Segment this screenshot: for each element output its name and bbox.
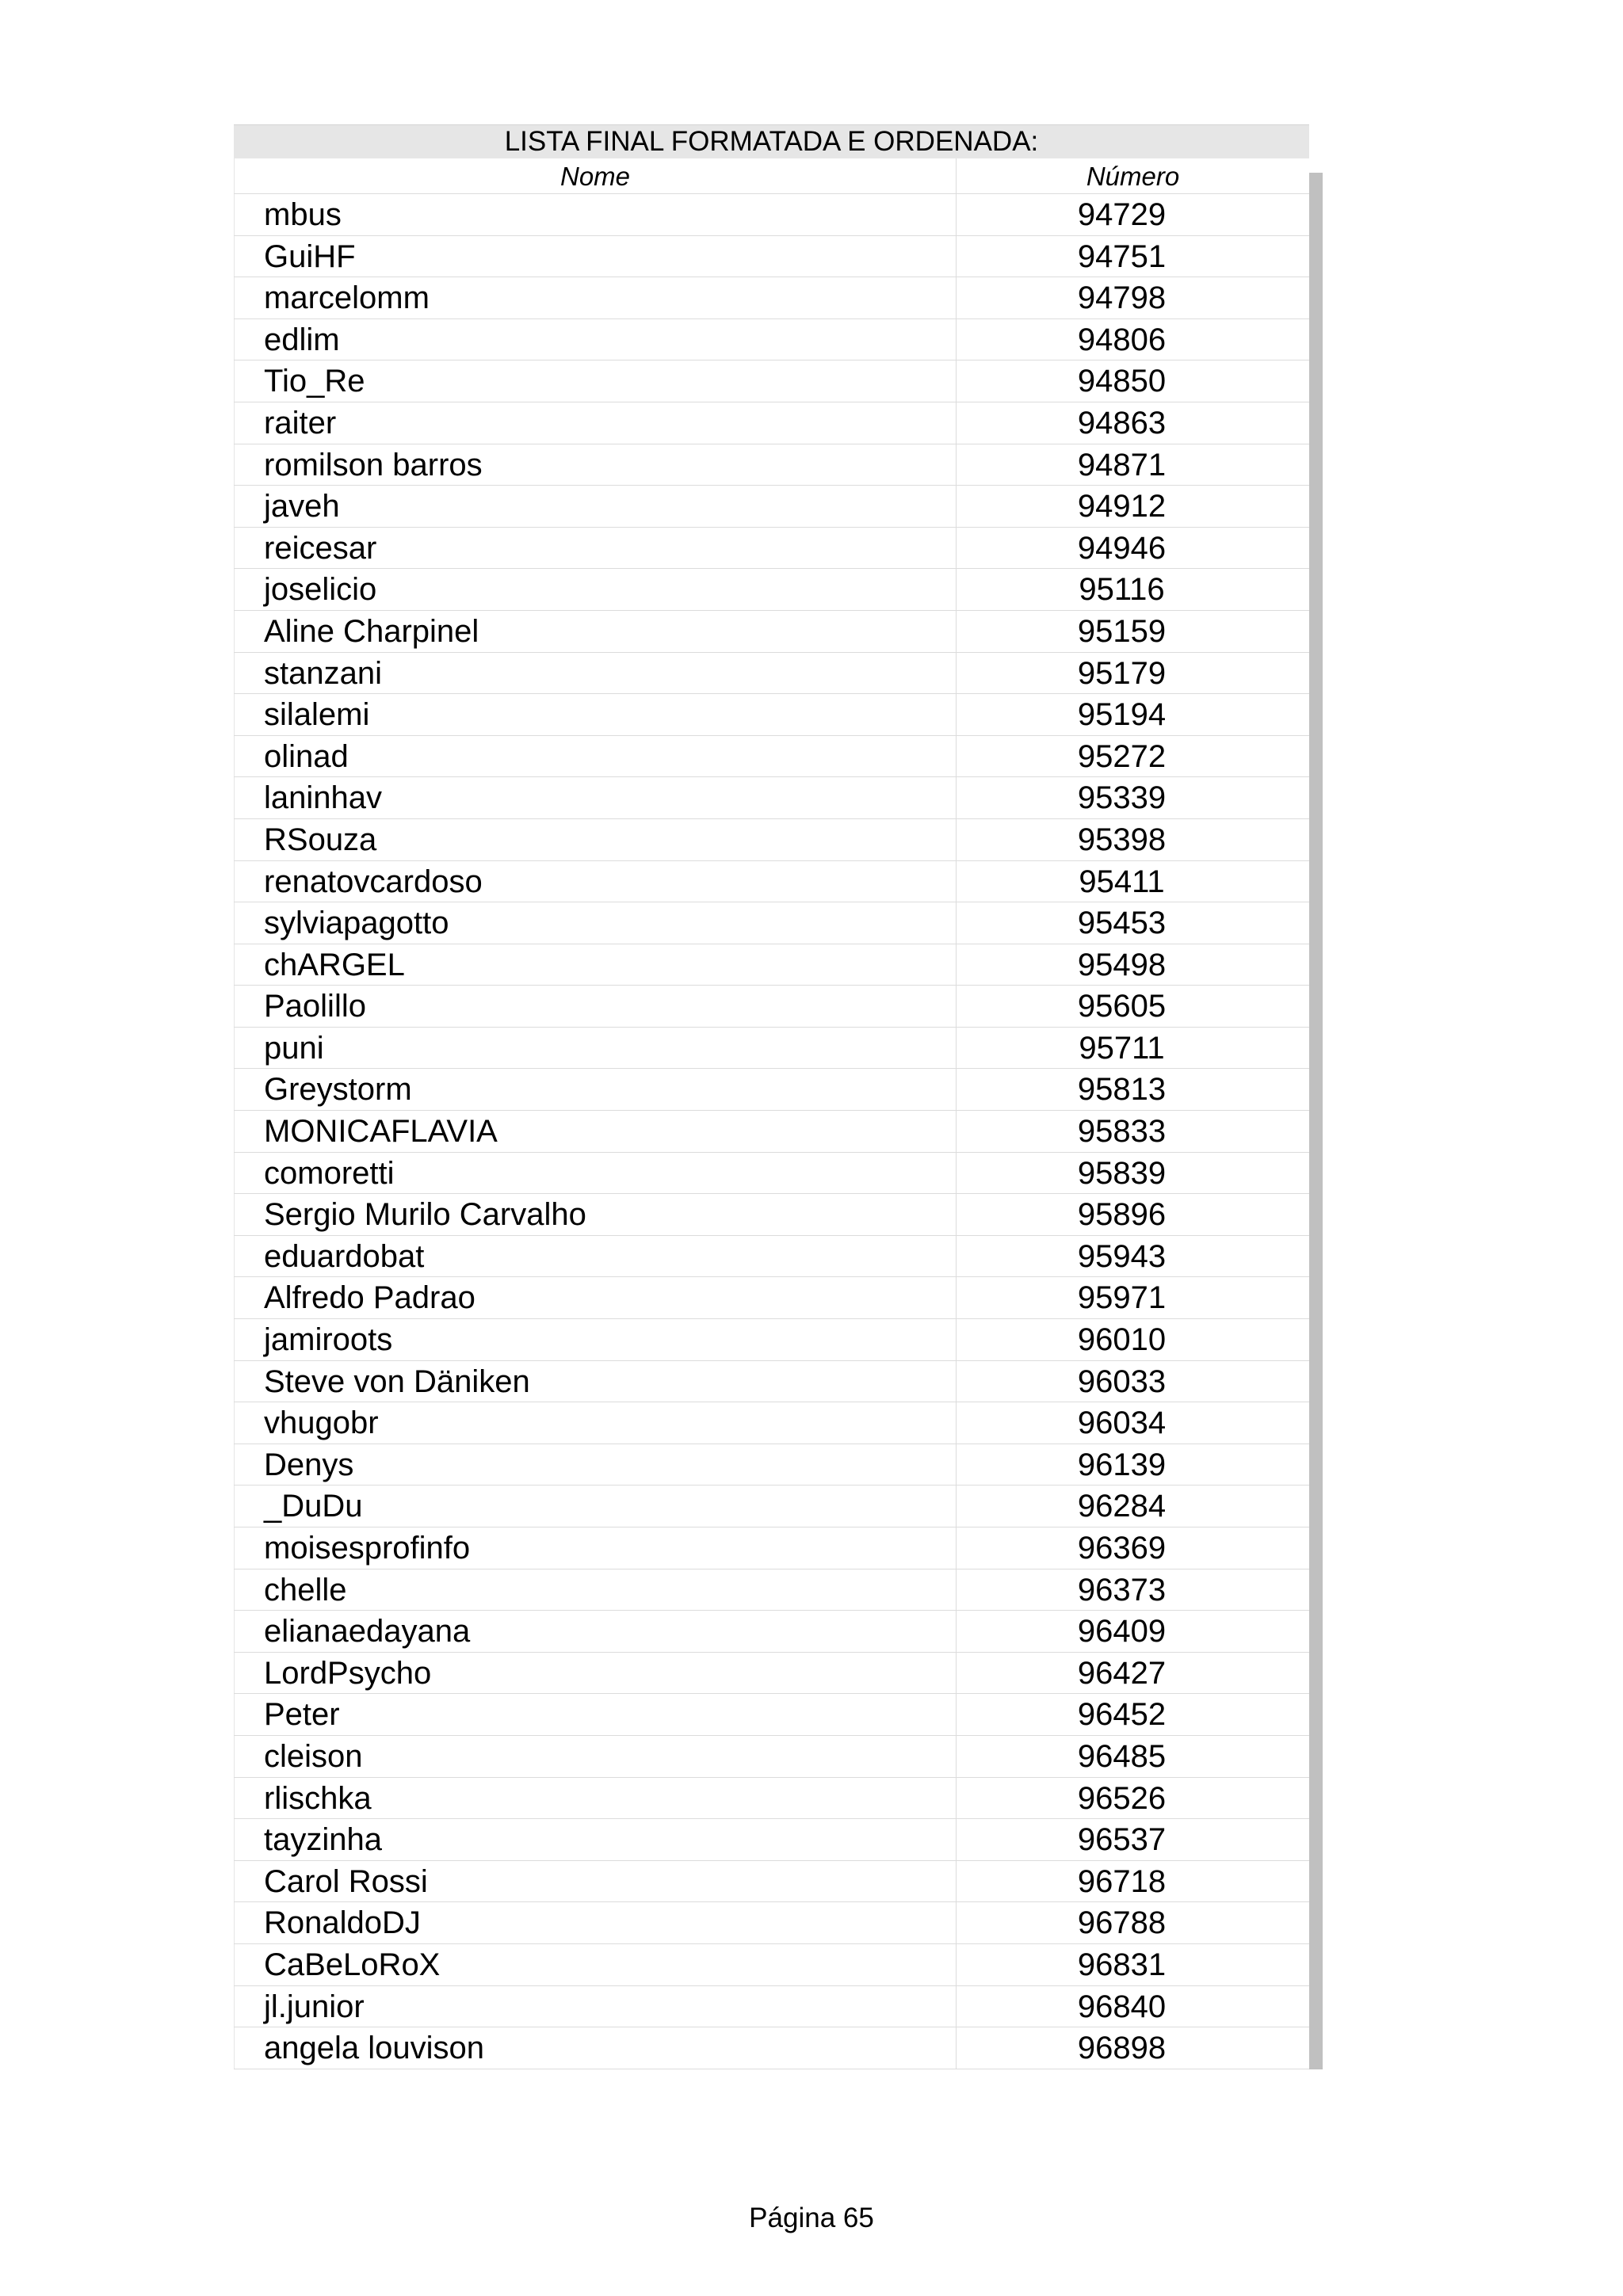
cell-name: Denys bbox=[234, 1444, 957, 1486]
cell-number: 96409 bbox=[1077, 1614, 1167, 1650]
list-title: LISTA FINAL FORMATADA E ORDENADA: bbox=[234, 124, 1309, 158]
ranking-table bbox=[234, 158, 1309, 2069]
table-row bbox=[234, 777, 1309, 819]
cell-name: CaBeLoRoX bbox=[234, 1944, 957, 1985]
cell-name: olinad bbox=[234, 736, 957, 777]
cell-number: 96139 bbox=[1077, 1447, 1167, 1482]
table-row bbox=[234, 1402, 1309, 1444]
cell-number: 95498 bbox=[1077, 947, 1167, 982]
column-header-number: Número bbox=[1086, 162, 1180, 191]
cell-name: silalemi bbox=[234, 694, 957, 735]
table-row bbox=[234, 1277, 1309, 1319]
cell-number: 96427 bbox=[1077, 1655, 1167, 1691]
table-row bbox=[234, 1486, 1309, 1527]
cell-number: 95194 bbox=[1077, 697, 1167, 733]
cell-name: romilson barros bbox=[234, 444, 957, 486]
table-body bbox=[234, 194, 1309, 2069]
cell-name: marcelomm bbox=[234, 277, 957, 318]
table-row bbox=[234, 1569, 1309, 1611]
cell-number: 96831 bbox=[1077, 1947, 1167, 1982]
table-row bbox=[234, 1736, 1309, 1778]
cell-name: edlim bbox=[234, 319, 957, 360]
cell-number: 95179 bbox=[1077, 655, 1167, 691]
table-row bbox=[234, 360, 1309, 402]
cell-name: _DuDu bbox=[234, 1486, 957, 1527]
cell-name: LordPsycho bbox=[234, 1653, 957, 1694]
table-row bbox=[234, 1028, 1309, 1070]
page-number: Página 65 bbox=[749, 2203, 874, 2233]
cell-number: 95159 bbox=[1077, 613, 1167, 649]
cell-number: 96034 bbox=[1077, 1405, 1167, 1441]
cell-number: 94729 bbox=[1077, 197, 1167, 232]
table-row bbox=[234, 2027, 1309, 2069]
table-row bbox=[234, 1194, 1309, 1236]
cell-name: RonaldoDJ bbox=[234, 1902, 957, 1943]
cell-name: GuiHF bbox=[234, 236, 957, 277]
cell-number: 96718 bbox=[1077, 1863, 1167, 1899]
cell-name: Aline Charpinel bbox=[234, 611, 957, 652]
table-row bbox=[234, 402, 1309, 444]
spreadsheet-page bbox=[234, 124, 1312, 2069]
cell-number: 96373 bbox=[1077, 1572, 1167, 1608]
cell-name: RSouza bbox=[234, 819, 957, 860]
cell-number: 95605 bbox=[1077, 989, 1167, 1024]
cell-name: stanzani bbox=[234, 653, 957, 694]
cell-number: 94798 bbox=[1077, 280, 1167, 316]
cell-number: 96537 bbox=[1077, 1822, 1167, 1858]
cell-name: jamiroots bbox=[234, 1319, 957, 1360]
cell-name: jl.junior bbox=[234, 1986, 957, 2027]
table-row bbox=[234, 319, 1309, 361]
cell-number: 94806 bbox=[1077, 322, 1167, 357]
cell-name: eduardobat bbox=[234, 1236, 957, 1277]
table-shadow bbox=[1309, 173, 1323, 2069]
table-row bbox=[234, 1944, 1309, 1986]
cell-number: 95339 bbox=[1077, 780, 1167, 816]
table-row bbox=[234, 1527, 1309, 1569]
table-row bbox=[234, 1319, 1309, 1361]
table-row bbox=[234, 1653, 1309, 1695]
cell-number: 95398 bbox=[1077, 822, 1167, 857]
cell-name: chelle bbox=[234, 1569, 957, 1611]
cell-name: javeh bbox=[234, 486, 957, 527]
cell-name: Carol Rossi bbox=[234, 1861, 957, 1902]
cell-number: 96898 bbox=[1077, 2031, 1167, 2066]
cell-number: 96369 bbox=[1077, 1531, 1167, 1566]
table-row bbox=[234, 1902, 1309, 1944]
cell-name: raiter bbox=[234, 402, 957, 444]
cell-number: 96033 bbox=[1077, 1363, 1167, 1399]
table-row bbox=[234, 444, 1309, 486]
table-row bbox=[234, 694, 1309, 736]
cell-number: 96284 bbox=[1077, 1489, 1167, 1524]
table-header-row bbox=[234, 158, 1309, 194]
table-row bbox=[234, 528, 1309, 570]
cell-number: 94751 bbox=[1077, 238, 1167, 274]
cell-name: renatovcardoso bbox=[234, 861, 957, 902]
table-row bbox=[234, 861, 1309, 903]
table-row bbox=[234, 1361, 1309, 1403]
table-row bbox=[234, 1819, 1309, 1861]
table-row bbox=[234, 944, 1309, 986]
table-row bbox=[234, 986, 1309, 1028]
cell-number: 94912 bbox=[1077, 489, 1167, 524]
cell-name: Paolillo bbox=[234, 986, 957, 1027]
cell-name: comoretti bbox=[234, 1153, 957, 1194]
cell-number: 95833 bbox=[1077, 1114, 1167, 1150]
cell-number: 96840 bbox=[1077, 1989, 1167, 2024]
table-row bbox=[234, 277, 1309, 319]
cell-number: 95971 bbox=[1077, 1280, 1167, 1316]
cell-name: Greystorm bbox=[234, 1069, 957, 1110]
table-row bbox=[234, 194, 1309, 236]
cell-number: 94863 bbox=[1077, 405, 1167, 441]
cell-number: 94871 bbox=[1077, 447, 1167, 482]
cell-name: Peter bbox=[234, 1694, 957, 1735]
cell-name: joselicio bbox=[234, 569, 957, 610]
cell-name: angela louvison bbox=[234, 2027, 957, 2069]
cell-number: 96526 bbox=[1077, 1780, 1167, 1816]
cell-name: Tio_Re bbox=[234, 360, 957, 402]
cell-number: 95411 bbox=[1079, 864, 1165, 899]
table-row bbox=[234, 1778, 1309, 1820]
cell-name: elianaedayana bbox=[234, 1611, 957, 1652]
cell-name: cleison bbox=[234, 1736, 957, 1777]
table-row bbox=[234, 1069, 1309, 1111]
cell-number: 96788 bbox=[1077, 1905, 1167, 1941]
cell-name: moisesprofinfo bbox=[234, 1527, 957, 1569]
cell-name: sylviapagotto bbox=[234, 902, 957, 944]
cell-name: puni bbox=[234, 1028, 957, 1069]
cell-name: mbus bbox=[234, 194, 957, 235]
cell-name: chARGEL bbox=[234, 944, 957, 986]
cell-number: 95453 bbox=[1077, 906, 1167, 941]
cell-name: rlischka bbox=[234, 1778, 957, 1819]
cell-number: 95839 bbox=[1077, 1155, 1167, 1191]
cell-number: 96485 bbox=[1077, 1738, 1167, 1774]
cell-number: 96010 bbox=[1077, 1322, 1167, 1358]
table-row bbox=[234, 1236, 1309, 1278]
cell-name: tayzinha bbox=[234, 1819, 957, 1860]
table-row bbox=[234, 653, 1309, 695]
cell-name: Steve von Däniken bbox=[234, 1361, 957, 1402]
cell-name: MONICAFLAVIA bbox=[234, 1111, 957, 1152]
table-row bbox=[234, 902, 1309, 944]
cell-number: 95896 bbox=[1077, 1197, 1167, 1233]
table-row bbox=[234, 736, 1309, 778]
table-row bbox=[234, 1611, 1309, 1653]
cell-name: Alfredo Padrao bbox=[234, 1277, 957, 1318]
table-row bbox=[234, 1153, 1309, 1195]
table-row bbox=[234, 486, 1309, 528]
cell-number: 95272 bbox=[1077, 738, 1167, 774]
cell-name: Sergio Murilo Carvalho bbox=[234, 1194, 957, 1235]
cell-name: vhugobr bbox=[234, 1402, 957, 1444]
table-row bbox=[234, 819, 1309, 861]
table-row bbox=[234, 1986, 1309, 2028]
table-row bbox=[234, 1694, 1309, 1736]
cell-number: 95813 bbox=[1077, 1072, 1167, 1108]
cell-number: 94946 bbox=[1077, 530, 1167, 566]
cell-name: reicesar bbox=[234, 528, 957, 569]
cell-number: 95943 bbox=[1077, 1238, 1167, 1274]
cell-number: 95711 bbox=[1079, 1030, 1165, 1066]
table-row bbox=[234, 1111, 1309, 1153]
cell-number: 95116 bbox=[1079, 572, 1165, 608]
table-row bbox=[234, 236, 1309, 278]
cell-number: 94850 bbox=[1077, 364, 1167, 399]
column-header-name: Nome bbox=[234, 158, 957, 193]
table-row bbox=[234, 1444, 1309, 1486]
table-row bbox=[234, 1861, 1309, 1903]
cell-name: laninhav bbox=[234, 777, 957, 818]
cell-number: 96452 bbox=[1077, 1697, 1167, 1733]
table-row bbox=[234, 569, 1309, 611]
table-row bbox=[234, 611, 1309, 653]
